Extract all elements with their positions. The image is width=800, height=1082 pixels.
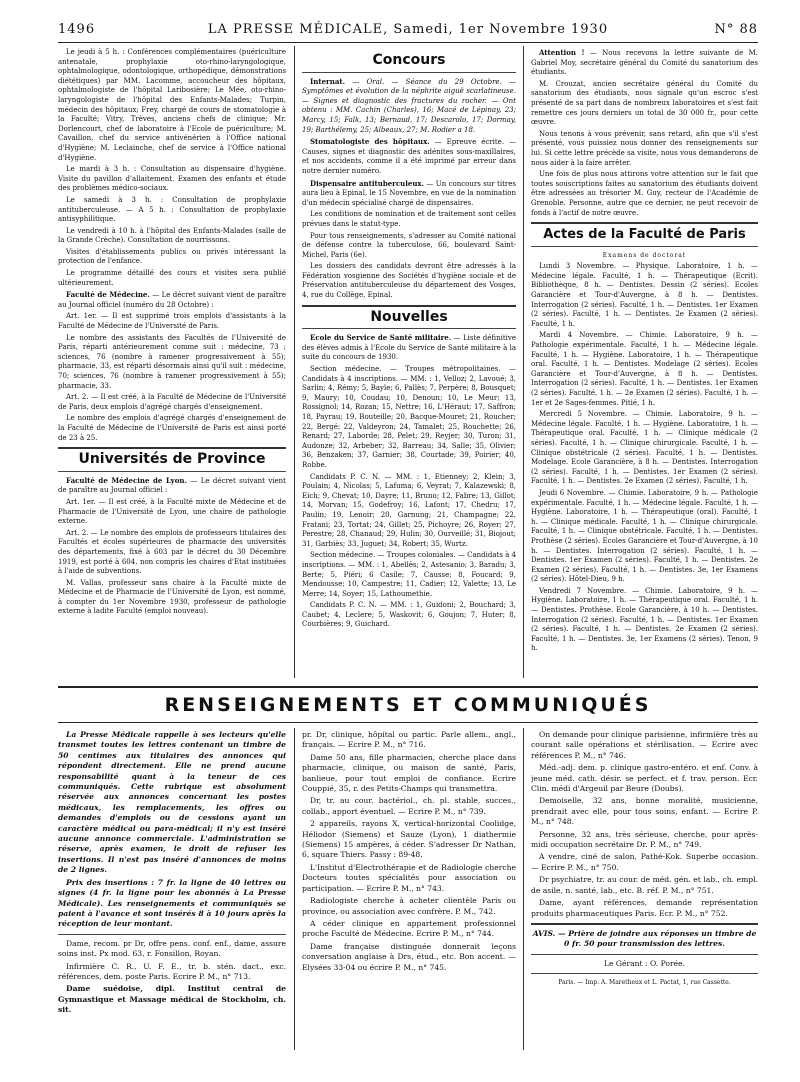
section-rule (58, 934, 286, 935)
column-1 (58, 48, 286, 678)
printer-line: Paris. — Imp. A. Maretheux et L. Pactat, 1, rue Cassette. (558, 979, 731, 987)
paragraph: Art. 2. — Il est créé, à la Faculté de Médecine de l'Université de Paris, deux emplois d'agrégé chargés d'enseignement. (58, 393, 286, 411)
column-3 (531, 48, 758, 678)
paragraph (58, 476, 286, 496)
price-notice: Prix des insertions : 7 fr. la ligne de 40 lettres ou signes (4 fr. la ligne pour les abonnés à La Presse Médicale). Les renseignements et communiqués se paient à l'avance et sont insérés 8 à 10 jours après la réception de leur montant. (58, 877, 286, 929)
paragraph-text: — Liste définitive des élèves admis à l'Ecole du Service de Santé militaire à la suite du concours de 1930. (302, 334, 516, 362)
paragraph: M. Vallas, professeur sans chaire à la Faculté mixte de Médecine et de Pharmacie de l'Université de Lyon, est nommé, à compter du 1er Novembre 1930, professeur de pathologie externe à ladite Faculté (emploi nouveau). (58, 578, 286, 616)
page-header (58, 22, 758, 40)
classified-ad: Personne, 32 ans, très sérieuse, cherche, pour après-midi occupation secrétaire Dr. P. M., n° 749. (531, 829, 758, 850)
subsection-title: Examens de doctorat (602, 251, 687, 259)
classified-ad: Dr psychiatre, tr. au cour. de méd. gén. et lab., ch. empl. de asile, n. santé, lab., etc. B. réf. P. M., n° 751. (531, 875, 758, 895)
section-title: Universités de Province (78, 451, 266, 468)
paragraph: Lundi 3 Novembre. — Physique. Laboratoire, 1 h. — Médecine légale. Faculté, 1 h. — Thérapeutique (Ecrit). Bibliothèque, 8 h. — Dentistes. Dessin (2 séries). Ecoles Garancière et Tour-d'Auvergne, à 8 h. — Dentistes. Interrogation (2 séries). Faculté, 1 h. — Dentistes. 1er Examen (2 séries). Faculté, 1 h. — Dentistes. 2e Examen (2 séries). Faculté, 1 h. (531, 262, 758, 328)
classified-ad: Demoiselle, 32 ans, bonne moralité, musicienne, prendrait avec elle, pour tous soins, enfant. — Ecrire P. M., n° 748. (531, 796, 758, 827)
avis-notice: AVIS. — Prière de joindre aux réponses un timbre de 0 fr. 50 pour transmission des lettres. (532, 928, 757, 949)
paragraph-text: — Le décret suivant vient de paraître au Journal officiel (numéro du 28 Octobre) : (58, 291, 286, 309)
paragraph: Art. 2. — Le nombre des emplois de professeurs titulaires des Facultés et écoles supérieures de pharmacie des universités des départements, fixé à 603 par le décret du 30 Décembre 1919, est porté à 604, non compris les chaires d'Etat instituées à l'aide de subventions. (58, 528, 286, 576)
classified-ad: Dame, recom. pr Dr, offre pens. conf. enf., dame, assure soins inst. Px mod. 63, r. Fonsillon, Royan. (58, 938, 286, 959)
classified-ad: pr. Dr, clinique, hôpital ou partic. Parle allem., angl., français. — Ecrire P. M., n° 716. (302, 730, 516, 750)
section-rule (531, 246, 758, 247)
renseignements-title: RENSEIGNEMENTS ET COMMUNIQUÉS (164, 694, 652, 716)
gerant-line: Le Gérant : O. Porée. (603, 958, 685, 968)
column-divider (523, 46, 524, 678)
paragraph (302, 179, 516, 209)
section-rule (302, 305, 516, 307)
paragraph: Une fois de plus nous attirons votre attention sur le fait que toutes souscriptions faites au sanatorium des étudiants doivent être adressées au trésorier M. Guy, recteur de l'Académie de Grenoble. Personne, autre que ce dernier, ne peut recevoir de fonds à l'actif de notre œuvre. (531, 170, 758, 217)
paragraph (302, 77, 516, 136)
paragraph-title: Faculté de Médecine de Lyon. (66, 475, 187, 485)
paragraph: Le nombre des assistants des Facultés de l'Université de Paris, réparti antérieurement comme suit : médecine, 73 ; sciences, 76 (nombre à ramener progressivement à 55); pharmacie, 33, est réparti désormais ainsi qu'il suit : médecine, 70; sciences, 76 (nombre à ramener progressivement à 55); pharmacie, 33. (58, 333, 286, 390)
column-divider (294, 46, 295, 678)
classified-ad: A céder clinique en appartement professionnel proche Faculté de Médecine. Ecrire P. M., n° 744. (302, 918, 516, 939)
paragraph: Les conditions de nomination et de traitement sont celles prévues dans le statut-type. (302, 210, 516, 228)
paragraph: Section médecine. — Troupes coloniales. — Candidats à 4 inscriptions. — MM. : 1, Abellès; 2, Astesanio; 3, Baradu; 3, Berte; 5, Piéri; 6 Casile; 7, Causse; 8, Foucard; 9, Mendousse; 10, Campestre; 11, Cadier; 12, Valette; 13, Le Merre; 14, Soyer; 15, Lathoumethie. (302, 551, 516, 598)
classified-ad: Infirmière C. R., U. F. E., tr. b. stén. dact., exc. références, dem. poste Paris. Ecrire P. M., n° 713. (58, 961, 286, 981)
section-rule (58, 447, 286, 449)
notice-text: La Presse Médicale rappelle à ses lecteurs qu'elle transmet toutes les lettres contenant un timbre de 50 centimes aux titulaires des annonces qui répondent directement. Elle ne prend aucune responsabilité quant à la teneur de ces communiqués. Cette rubrique est absolument réservée aux annonces concernant les postes médicaux, les remplacements, les offres ou demandes d'emplois ou de cessions ayant un caractère médical ou para-médical; il n'y est inséré aucune annonce commerciale. L'administration se réserve, après examen, le droit de refuser les insertions. Il n'est pas inséré d'annonces de moins de 2 lignes. (58, 730, 286, 875)
classified-ad: Radiologiste cherche à acheter clientèle Paris ou province, ou association avec confrère. P. M., 742. (302, 896, 516, 916)
paragraph: Mardi 4 Novembre. — Chimie. Laboratoire, 9 h. — Pathologie expérimentale. Faculté, 1 h. — Médecine légale. Faculté, 1 h. — Hygiène. Laboratoire, 1 h. — Thérapeutique oral. Faculté, 1 h. — Dentistes. Modelage (2 séries). Ecoles Garancière et Tour-d'Auvergne, à 8 h. — Dentistes. Interrogation (2 séries). Faculté, 1 h. — Dentistes. 1er Examen (2 séries). Faculté, 1 h. — 2e Examen (2 séries). Faculté, 1 h. — 1er et 2e Sages-femmes. Pitié, 1 h. (531, 331, 758, 407)
paragraph: Les dossiers des candidats devront être adressés à la Fédération vosgienne des Sociétés d'hygiène sociale et de Préservation antituberculeuse du département des Vosges, 4, rue du Collège, Epinal. (302, 262, 516, 300)
classifieds-column-2 (302, 730, 516, 1050)
section-rule (302, 72, 516, 73)
paragraph: Le vendredi à 10 h. à l'hôpital des Enfants-Malades (salle de la Grande Crèche). Consultation de nourrissons. (58, 226, 286, 245)
classifieds-column-1 (58, 730, 286, 1050)
paragraph: Art. 1er. — Il est supprimé trois emplois d'assistants à la Faculté de Médecine de l'Université de Paris. (58, 312, 286, 331)
paragraph: Le samedi à 3 h. : Consultation de prophylaxie antituberculeuse. — A 5 h. : Consultation de prophylaxie antisyphilitique. (58, 195, 286, 224)
column-divider (294, 728, 295, 1050)
section-rule (531, 222, 758, 224)
paragraph-title: Internat. (310, 76, 346, 86)
section-title: Actes de la Faculté de Paris (543, 227, 746, 243)
issue-number: N° 88 (714, 22, 758, 37)
paragraph-text: — Un concours sur titres aura lieu à Epinal, le 15 Novembre, en vue de la nomination d'un médecin spécialisé chargé de dispensaires. (302, 179, 516, 207)
classified-ad: A vendre, ciné de salon, Pathé-Kok. Superbe occasion. — Ecrire P. M., n° 750. (531, 852, 758, 872)
section-title: Nouvelles (370, 308, 448, 325)
classified-ad: Dame 50 ans, fille pharmacien, cherche place dans pharmacie, clinique, ou maison de santé, Paris, banlieue, pour tout emploi de confiance. Ecrire Couppié, 35, r. des Petits-Champs qui transmettra. (302, 752, 516, 794)
classified-ad: Dame, ayant références, demande représentation produits pharmaceutiques Paris. Ecr. P. M., n° 752. (531, 898, 758, 918)
classified-ad: Dame suédoise, dipl. Institut central de Gymnastique et Massage médical de Stockholm, ch. sit. (58, 984, 286, 1015)
paragraph: Pour tous renseignements, s'adresser au Comité national de défense contre la tuberculose, 66, boulevard Saint-Michel, Paris (6e). (302, 231, 516, 259)
paragraph (531, 48, 758, 78)
paragraph-title: Faculté de Médecine. (66, 290, 150, 300)
section-rule (531, 954, 758, 955)
section-rule (58, 722, 758, 723)
section-rule (58, 686, 758, 688)
paragraph: Candidats P. C. N. — MM. : 1, Guidoni; 2, Bouchard; 3, Caubet; 4, Leclere; 5, Waskovit; 6, Goujon; 7, Huter; 8, Courbières; 9, Guichard. (302, 601, 516, 629)
paragraph-text: — Le décret suivant vient de paraître au Journal officiel : (58, 476, 286, 495)
column-divider (523, 728, 524, 1050)
paragraph: Le nombre des emplois d'agrégé chargés d'enseignement de la Faculté de Médecine de l'Université de Paris est ainsi porté de 23 à 25. (58, 414, 286, 442)
journal-title: LA PRESSE MÉDICALE, Samedi, 1er Novembre 1930 (207, 22, 609, 37)
paragraph: M. Crouzat, ancien secrétaire général du Comité du sanatorium des étudiants, nous signale qu'un escroc s'est présenté de sa part dans de nombreux laboratoires et s'est fait remettre ces jours derniers un total de 30 000 fr., pour cette œuvre. (531, 79, 758, 127)
classified-ad: On demande pour clinique parisienne, infirmière très au courant salle opérations et stérilisation. — Ecrire avec références P. M., n° 746. (531, 730, 758, 760)
paragraph: Le programme détaillé des cours et visites sera publié ultérieurement. (58, 269, 286, 287)
classified-ad: Dame française distinguée donnerait leçons conversation anglaise à Drs, étud., etc. Bon accent. — Elysées 33-04 ou écrire P. M., n° 745. (302, 941, 516, 972)
paragraph (302, 137, 516, 176)
column-2 (302, 48, 516, 678)
paragraph: Section médecine. — Troupes métropolitaines. — Candidats à 4 inscriptions. — MM. : 1, Velloz; 2, Lavoué; 3, Sarlin; 4, Rémy; 5, Bayle; 6, Pallès; 7, Perpère; 8, Bousquet; 9, Maury; 10, Coudau; 10, Denoun; 10, Le Meur; 13, Rossignol; 14, Rozan; 15, Nettre; 16, L'Héraut; 17, Saffron; 18, Payrau; 19, Bouteille; 20, Bacque-Mouret; 21, Roucher; 22, Bergé; 22, Valdeyron; 24, Tamalet; 25, Rouchette; 26, Renard; 27, Laborde; 28, Pelet; 29, Reyjer; 30, Turon; 31, Audonze; 32, Arbeber; 32, Barreau; 34, Salle; 35, Olivier; 36, Benzaken; 37, Garnier; 38, Courtade; 39, Poirier; 40, Robbe. (302, 365, 516, 469)
classifieds-column-3 (531, 730, 758, 1050)
paragraph: Vendredi 7 Novembre. — Chimie. Laboratoire, 9 h. — Hygiène. Laboratoire, 1 h. — Thérapeutique oral. Faculté, 1 h. — Dentistes. Prothèse. Ecole Garancière, à 10 h. — Dentistes. Interrogation (2 séries). Faculté, 1 h. — Dentistes. 1er Examen (2 séries). Faculté, 1 h. — Dentistes. 2e Examen (2 séries). Faculté, 1 h. — Dentistes. 3e, 1er Examens (2 séries). Tenon, 9 h. (531, 586, 758, 653)
paragraph-title: Attention ! (539, 48, 585, 57)
classified-ad: Dr, tr. au cour. bactériol., ch. pl. stable, succes., collab., apport éventuel. — Ecrire P. M., n° 739. (302, 796, 516, 816)
paragraph: Candidats P. C. N. — MM. : 1, Etienney; 2, Klein; 3, Poulain; 4, Nicolas; 5, Lafuma; 6, Veyrat; 7, Kalazewski; 8, Eich; 9, Chevat; 10, Dayre; 11, Bruno; 12, Fabre; 13, Gillot; 14, Morvan; 15, Godefroy; 16, Lafont; 17, Chedru; 17, Paulin; 19, Lenoir; 20, Garnung; 21, Champagne; 22, Fratani; 23, Tortat; 24, Gillet; 25, Pichoyre; 26, Royer; 27, Perestre; 28, Chanaud; 29, Hulin; 30, Ourveillé; 31, Biojout; 31, Garbiès; 33, Juguet; 34, Robert; 35, Wurtz. (302, 472, 516, 548)
page-number: 1496 (58, 22, 96, 37)
paragraph-title: Dispensaire antituberculeux. (310, 178, 425, 188)
section-rule (302, 328, 516, 329)
paragraph (302, 333, 516, 363)
paragraph-text: — Epreuve écrite. — Causes, signes et diagnostic des adénites sous-maxillaires, et nos accidents, comme il a été imprimé par erreur dans notre dernier numéro. (302, 138, 516, 175)
paragraph: Jeudi 6 Novembre. — Chimie. Laboratoire, 9 h. — Pathologie expérimentale. Faculté, 1 h. — Médecine légale. Faculté, 1 h. — Hygiène. Laboratoire, 1 h. — Thérapeutique (oral). Faculté, 1 h. — Clinique médicale. Faculté, 1 h. — Clinique chirurgicale. Faculté, 1 h. — Clinique obstétricale. Faculté, 1 h. — Dentistes. Prothèse (2 séries). Ecoles Garancière et Tour-d'Auvergne, à 10 h. — Dentistes. Interrogation (2 séries). Faculté, 1 h. — Dentistes. 1er Examen (2 séries). Faculté, 1 h. — Dentistes. 2e Examen (2 séries). Faculté, 1 h. — Dentistes. 3e, 1er Examens (2 séries). Hôtel-Dieu, 9 h. (531, 488, 758, 584)
paragraph-title: Stomatologiste des hôpitaux. (310, 137, 430, 147)
paragraph (58, 290, 286, 310)
section-rule (531, 923, 758, 925)
paragraph-text: — Oral. — Séance du 29 Octobre. — Symptômes et évolution de la néphrite aiguë scarlatineuse. — Signes et diagnostic des fractures du rocher. — Ont obtenu : MM. Cachin (Charles), 16; Macé de Lépinay, 23; Marcy, 15; Falk, 13; Bernaud, 17; Descarolo, 17; Dormay, 19; Barthélemy, 25; Albeaux, 27; M. Rodier a 18. (302, 77, 516, 134)
section-rule (531, 973, 758, 974)
paragraph-text: — Nous recevons la lettre suivante de M. Gabriel Moy, secrétaire général du Comité du sanatorium des étudiants. (531, 49, 758, 77)
paragraph: Nous tenons à vous prévenir, sans retard, afin que s'il s'est présenté, vous puissiez nous donner des renseignements sur lui. Si cette lettre précède sa visite, nous vous demanderons de nous aider à la faire arrêter. (531, 129, 758, 167)
section-title: Concours (372, 52, 446, 68)
header-rule (58, 42, 758, 43)
classified-ad: Méd.-adj. dem. p. clinique gastro-entéro. et enf. Conv. à jeune méd. cath. désir. se perfect. et f. trav. person. Ecr. Clin. médi d'Argeuil par Beure (Doubs). (531, 763, 758, 794)
paragraph: Mercredi 5 Novembre. — Chimie. Laboratoire, 9 h. — Médecine légale. Faculté, 1 h. — Hygiène. Laboratoire, 1 h. — Thérapeutique oral. Faculté, 1 h. — Clinique médicale (2 séries). Faculté, 1 h. — Clinique chirurgicale. Faculté, 1 h. — Clinique obstétricale (2 séries). Faculté, 1 h. — Dentistes. Modelage. Ecole Garancière, à 8 h. — Dentistes. Interrogation (2 séries). Faculté, 1 h. — Dentistes. 1er Examen (2 séries). Faculté, 1 h. — Dentistes. 2e Examen (2 séries). Faculté, 1 h. (531, 410, 758, 486)
paragraph: Visites d'établissements publics ou privés intéressant la protection de l'enfance. (58, 247, 286, 266)
classified-ad: 2 appareils, rayons X, vertical-horizontal Coolidge, Héliodor (Siemens) et Sauze (Lyon), 1 diathermie (Siemens) 15 ampères, à céder. S'adresser Dr Nathan, 6, square Thiers. Passy : 89-48. (302, 819, 516, 860)
paragraph-title: Ecole du Service de Santé militaire. (310, 333, 452, 343)
paragraph: Le mardi à 3 h. : Consultation au dispensaire d'hygiène. Visite du pavillon d'allaitement. Examen des enfants et étude des problèmes médico-sociaux. (58, 165, 286, 193)
paragraph: Art. 1er. — Il est créé, à la Faculté mixte de Médecine et de Pharmacie de l'Université de Lyon, une chaire de pathologie externe. (58, 497, 286, 526)
classified-ad: L'Institut d'Electrothérapie et de Radiologie cherche Docteurs toutes spécialités pour association ou participation. — Ecrire P. M., n° 743. (302, 862, 516, 893)
paragraph: Le jeudi à 5 h. : Conférences complémentaires (puériculture antenatale, prophylaxie oto-rhino-laryngologique, ophtalmologique, odontologique, orthopédique, démonstrations diététiques) par MM. Lacomme, accoucheur des hôpitaux, ophtalmologiste de l'hôpital Laribosière; Le Mée, oto-rhino-laryngologiste de l'hôpital des Enfants-Malades; Turpin, médecin des hôpitaux; Frey, chargé de cours de stomatologie à la Faculté; Vitry, Trèves, anciens chefs de clinique; Mr. Dorlencourt, chef de laboratoire à l'Ecole de puériculture; M. Cavaillon, chef du service antivénérien à l'Office national d'Hygiène; M. Leclainche, chef de service à l'Office national d'Hygiène. (58, 48, 286, 162)
section-rule (58, 471, 286, 472)
